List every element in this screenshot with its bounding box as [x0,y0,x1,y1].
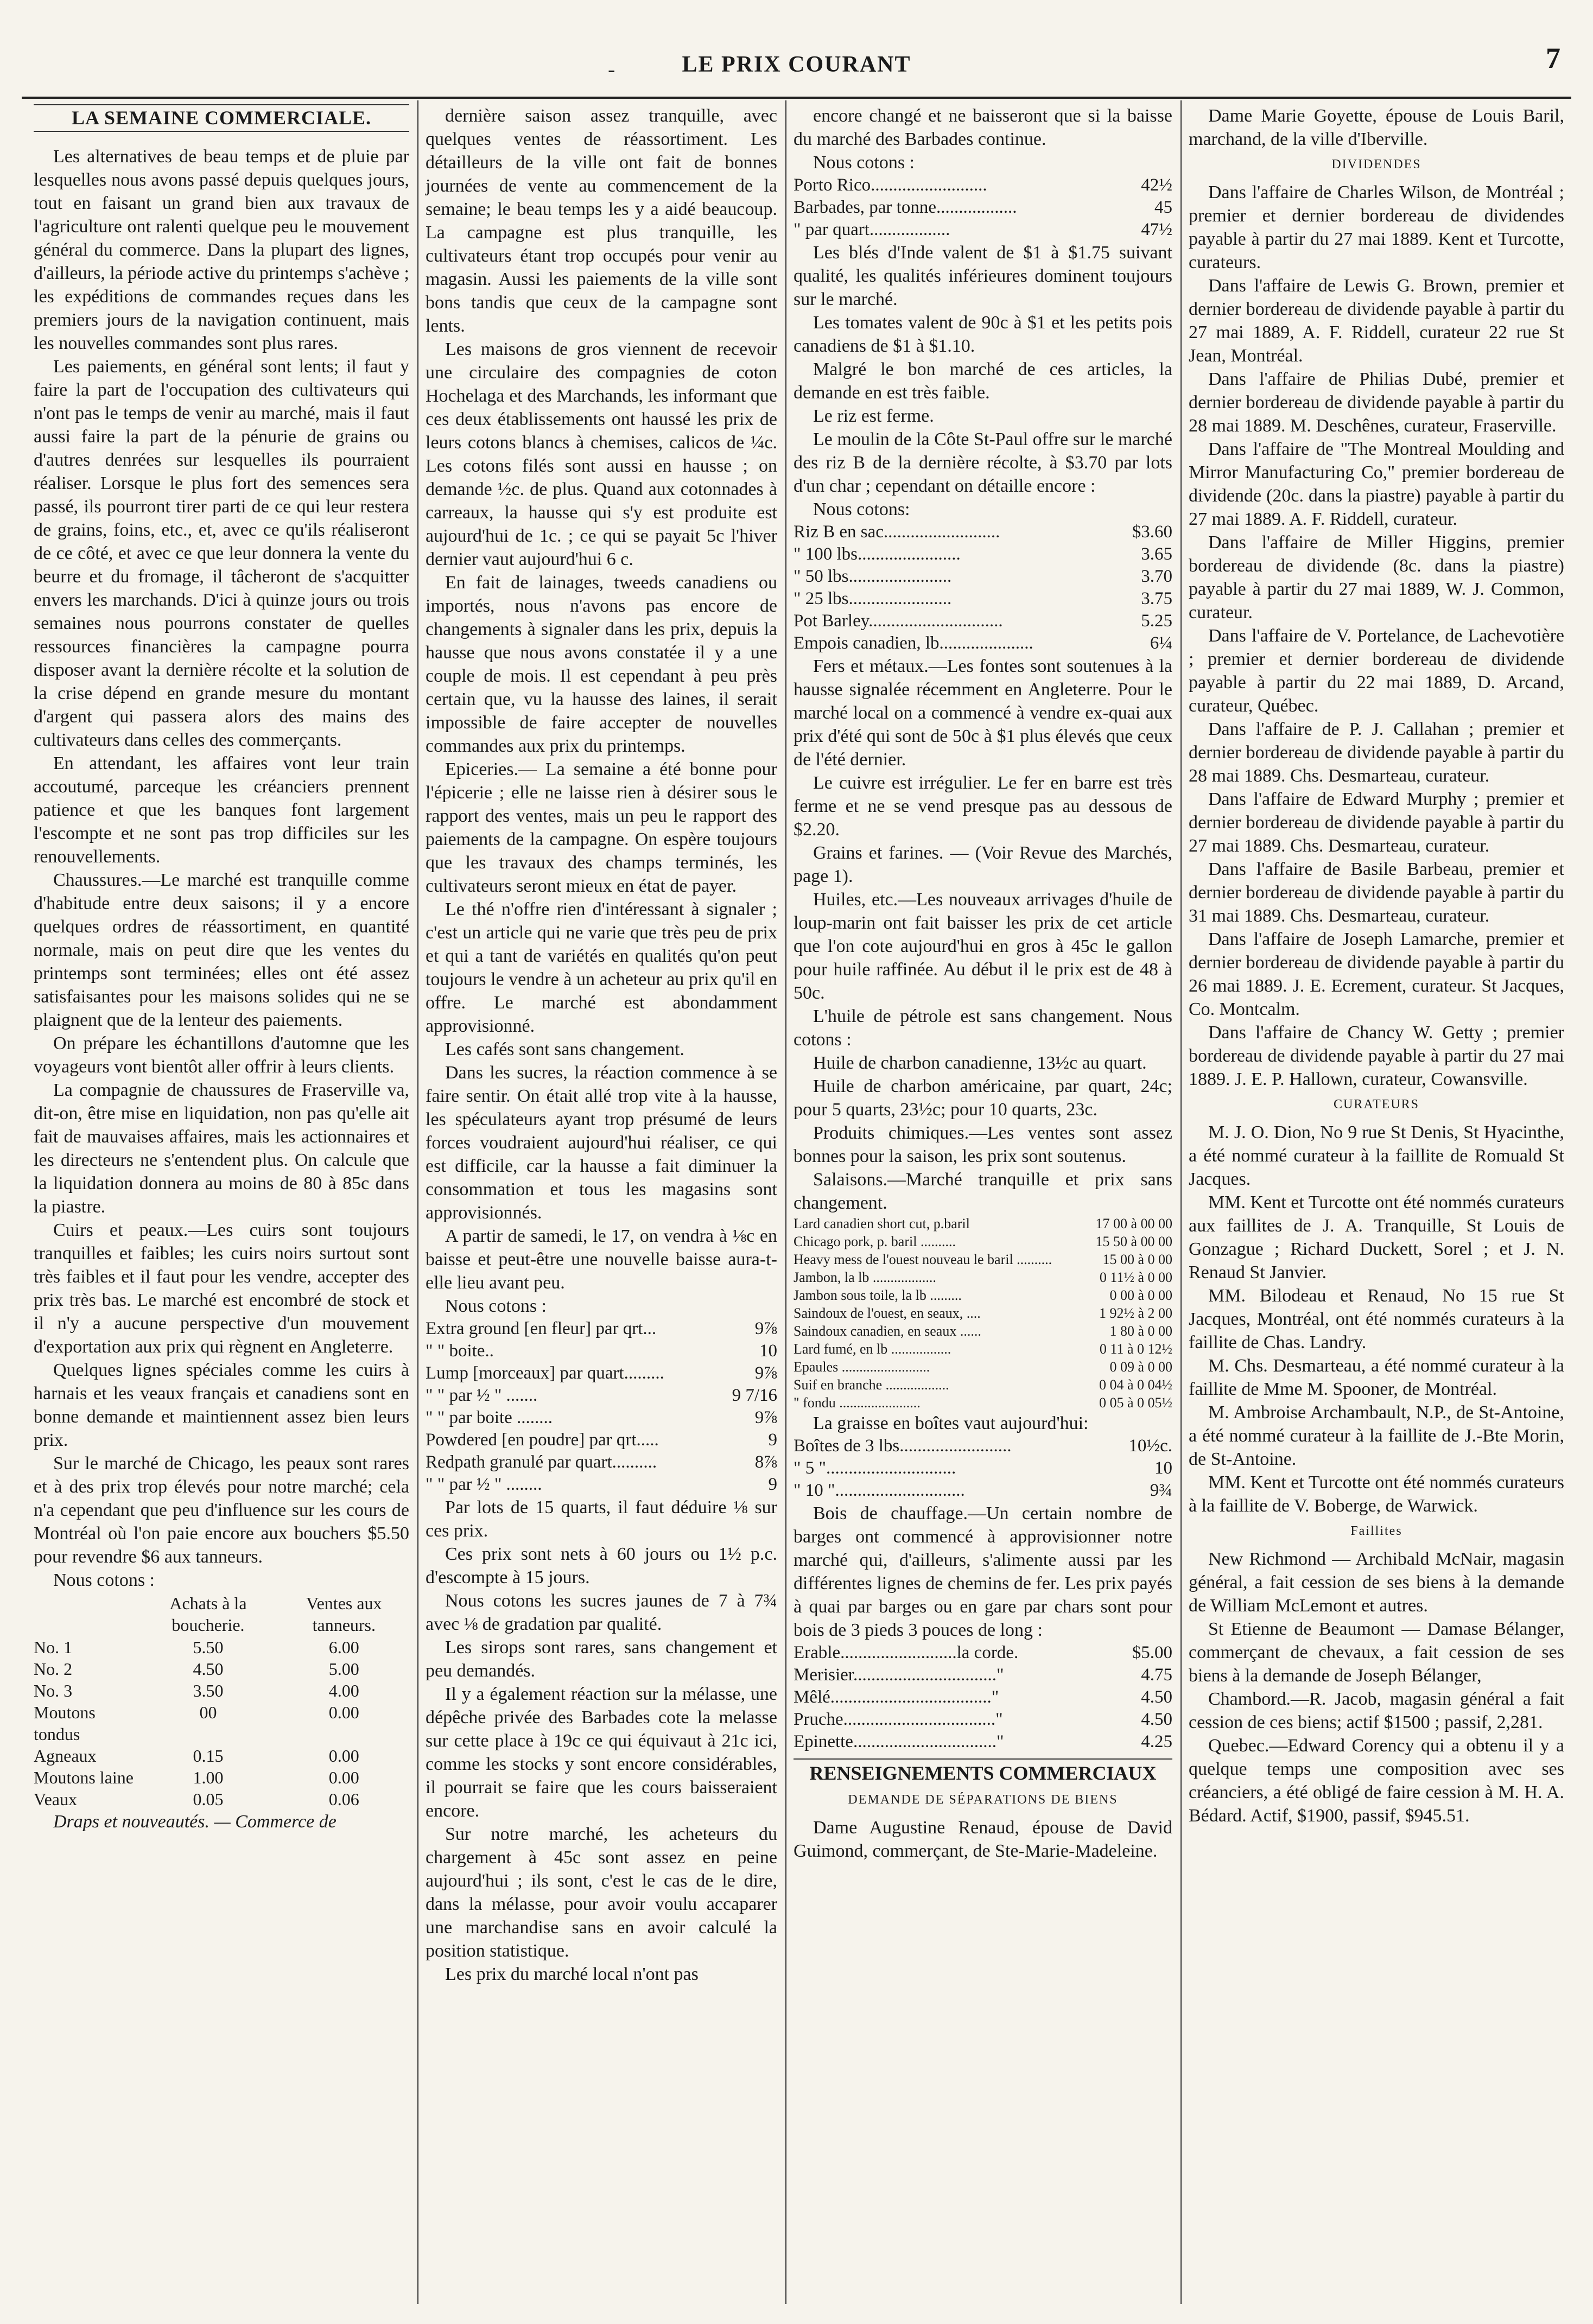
hides-column-header: Ventes aux tanneurs. [306,1593,382,1635]
price-row [426,1318,777,1340]
paragraph: New Richmond — Archibald McNair, magasin général, a fait cession de ses biens à la demande de William McLemont et autres. [1189,1549,1564,1616]
hides-price: 0.15 [193,1746,224,1766]
price-row [794,174,1172,196]
price-item: Chicago pork, p. baril .......... [794,1234,956,1249]
price-row [794,1340,1172,1358]
price-value: 1 92½ à 2 00 [1099,1305,1172,1321]
price-item: Heavy mess de l'ouest nouveau le baril .......... [794,1252,1052,1267]
paragraph: Le thé n'offre rien d'intéressant à signaler ; c'est un article qui ne varie que très peu de prix et qui a tant de variétés en qualités qu'on peut toujours le vendre à un acheteur au prix qu'il en offre. Le marché est abondamment approvisionné. [426,899,777,1036]
price-value: 4.25 [1141,1732,1172,1751]
price-value: 45 [1154,198,1172,217]
hides-price: 00 [199,1703,217,1722]
price-value: 0 11 à 0 12½ [1099,1341,1172,1357]
price-row [794,196,1172,219]
paragraph: Dans l'affaire de Charles Wilson, de Montréal ; premier et dernier bordereau de dividendes payable à partir du 27 mai 1889. Kent et Turcotte, curateurs. [1189,182,1564,272]
price-item: Erable..........................la corde. [794,1643,1019,1662]
paragraph: Dame Augustine Renaud, épouse de David Guimond, commerçant, de Ste-Marie-Madeleine. [794,1818,1172,1861]
price-row [794,1376,1172,1394]
price-value: 5.25 [1141,611,1172,631]
paragraph: Les tomates valent de 90c à $1 et les petits pois canadiens de $1 à $1.10. [794,313,1172,356]
hides-price: 1.00 [193,1768,224,1787]
paragraph: Bois de chauffage.—Un certain nombre de barges ont commencé à approvisionner notre marché qui, d'ailleurs, s'alimente aussi par les différentes lignes de chemins de fer. Les prix payés à quai par barges ou en gare par chars sont pour bois de 3 pieds 3 pouces de long : [794,1503,1172,1640]
hides-price: 4.00 [328,1681,359,1700]
price-value: 17 00 à 00 00 [1095,1216,1172,1231]
price-value: 9 [768,1475,777,1494]
header-dash: - [608,57,615,81]
demande-heading: DEMANDE DE SÉPARATIONS DE BIENS [848,1793,1118,1807]
price-value: 10 [759,1341,777,1361]
hides-row [34,1658,409,1680]
paragraph: Epiceries.— La semaine a été bonne pour l'épicerie ; elle ne laisse rien à désirer sous le rapport des ventes, mais un peu le rapport des paiements de la campagne. On espère toujours que les travaux des champs terminés, les cultivateurs seront mieux en état de payer. [426,759,777,896]
price-item: Merisier................................" [794,1665,1004,1685]
price-item: " par quart.................. [794,220,950,239]
price-item: Riz B en sac.......................... [794,522,1000,542]
renseignements-heading: RENSEIGNEMENTS COMMERCIAUX [794,1758,1172,1785]
paragraph: M. Chs. Desmarteau, a été nommé curateur à la faillite de Mme M. Spooner, de Montréal. [1189,1356,1564,1399]
price-row [794,1358,1172,1376]
hides-column-header [34,1592,137,1636]
price-row [426,1429,777,1451]
article-body [426,104,777,1294]
paragraph: St Etienne de Beaumont — Damase Bélanger, commerçant de chevaux, a fait cession de ses biens à la demande de Joseph Bélanger, [1189,1619,1564,1686]
column-rule [785,100,786,2304]
hides-price: 3.50 [193,1681,224,1700]
paragraph: Dans l'affaire de Edward Murphy ; premier et dernier bordereau de dividende payable à partir du 27 mai 1889. Chs. Desmarteau, curateur. [1189,789,1564,856]
price-item: Epaules ......................... [794,1359,930,1375]
price-value: 0 00 à 0 00 [1109,1287,1172,1303]
paragraph: Sur notre marché, les acheteurs du chargement à 45c sont assez en peine aujourd'hui ; ils sont, c'est le cas de le dire, dans la mélasse, pour avoir voulu accaparer une marchandise sans en avoir calculé la position statistique. [426,1824,777,1961]
price-value: 4.50 [1141,1687,1172,1707]
price-value: 8⅞ [754,1452,777,1472]
paragraph: Quelques lignes spéciales comme les cuirs à harnais et les veaux français et canadiens sont en bonne demande et maintiennent assez bien leurs prix. [34,1360,409,1450]
paragraph: Sur le marché de Chicago, les peaux sont rares et à des prix trop élevés pour notre marché; cela n'a cependant que peu d'influence sur les cours de Montréal où l'on paie encore aux bouchers $5.50 pour revendre $6 aux tanneurs. [34,1453,409,1567]
hides-price: 0.00 [328,1703,359,1722]
price-item: " 5 "............................. [794,1458,956,1478]
article-tail: Draps et nouveautés. — Commerce de [53,1812,337,1832]
paragraph: Les maisons de gros viennent de recevoir une circulaire des compagnies de coton Hochelaga et des Marchands, les informant que ces deux établissements ont haussé les prix de leurs cotons blancs à chemises, calicos de ¼c. Les cotons filés sont aussi en hausse ; on demande ½c. de plus. Quand aux cotonnades à carreaux, la hausse qui s'y est produite est aujourd'hui de 1c. ; ce qui se payait 5c l'hiver dernier vaut aujourd'hui 6 c. [426,339,777,569]
price-item: Extra ground [en fleur] par qrt... [426,1319,657,1338]
price-item: Mêlé...................................." [794,1687,999,1707]
paragraph: Produits chimiques.—Les ventes sont assez bonnes pour la saison, les prix sont soutenus. [794,1123,1172,1166]
price-row [794,1215,1172,1233]
dividendes-heading: DIVIDENDES [1331,157,1421,172]
newspaper-title: LE PRIX COURANT [682,52,911,77]
price-value: 0 05 à 0 05½ [1099,1395,1172,1411]
paragraph: Cuirs et peaux.—Les cuirs sont toujours tranquilles et faibles; les cuirs noirs surtout sont très faibles et il faut pour les vendre, accepter des prix très bas. Le marché est encombré de stock et il n'y a aucune perspective d'un mouvement d'exportation aux prix qui règnent en Angleterre. [34,1220,409,1357]
paragraph: Ces prix sont nets à 60 jours ou 1½ p.c. d'escompte à 15 jours. [426,1544,777,1588]
paragraph: Nous cotons les sucres jaunes de 7 à 7¾ avec ⅛ de gradation par qualité. [426,1591,777,1634]
price-value: 0 09 à 0 00 [1109,1359,1172,1375]
price-value: 9 7/16 [732,1386,777,1405]
faillites-heading: Faillites [1350,1524,1402,1538]
rice-price-table [794,521,1172,655]
paragraph: L'huile de pétrole est sans changement. Nous cotons : [794,1006,1172,1050]
paragraph: Huile de charbon américaine, par quart, 24c; pour 5 quarts, 23½c; pour 10 quarts, 23c. [794,1076,1172,1120]
molasses-price-table [794,174,1172,241]
paragraph: Dans l'affaire de Miller Higgins, premier bordereau de dividende (8c. dans la piastre) payable à partir du 27 mai 1889, W. J. Common, curateur. [1189,532,1564,623]
price-value: $5.00 [1132,1643,1172,1662]
price-value: 0 04 à 0 04½ [1099,1377,1172,1393]
hides-price: 0.00 [328,1768,359,1787]
article-body [1189,104,1564,151]
paragraph: encore changé et ne baisseront que si la baisse du marché des Barbades continue. [794,106,1172,149]
wood-price-table [794,1642,1172,1753]
paragraph: Par lots de 15 quarts, il faut déduire ⅛ sur ces prix. [426,1497,777,1541]
price-row [794,1233,1172,1250]
price-value: 0 11½ à 0 00 [1099,1269,1172,1285]
paragraph: MM. Kent et Turcotte ont été nommés curateurs à la faillite de V. Boberge, de Warwick. [1189,1472,1564,1516]
price-value: 42½ [1141,175,1172,195]
price-row [426,1362,777,1385]
hides-grade: Moutons laine [34,1768,134,1787]
price-item: Redpath granulé par quart.......... [426,1452,657,1472]
price-value: 47½ [1141,220,1172,239]
price-value: 10 [1154,1458,1172,1478]
paragraph: MM. Bilodeau et Renaud, No 15 rue St Jacques, Montréal, ont été nommés curateurs à la faillite de Chas. Landry. [1189,1286,1564,1353]
paragraph: Dans l'affaire de P. J. Callahan ; premier et dernier bordereau de dividende payable à partir du 28 mai 1889. Chs. Desmarteau, curateur. [1189,719,1564,786]
price-item: " " par ½ " ....... [426,1386,538,1405]
paragraph: Dans l'affaire de Lewis G. Brown, premier et dernier bordereau de dividende payable à partir du 27 mai 1889, A. F. Riddell, curateur 22 rue St Jean, Montréal. [1189,276,1564,366]
price-value: $3.60 [1132,522,1172,542]
page-number: 7 [1546,42,1560,74]
hides-price: 0.05 [193,1789,224,1809]
hides-column-header: Achats à la boucherie. [169,1593,247,1635]
price-item: " 25 lbs....................... [794,589,952,608]
paragraph: Le moulin de la Côte St-Paul offre sur le marché des riz B de la dernière récolte, à $3.70 par lots d'un char ; cependant on détaille encore : [794,429,1172,496]
price-row [794,610,1172,632]
curateurs-heading: CURATEURS [1333,1097,1420,1112]
price-row [794,1322,1172,1340]
price-item: Suif en branche .................. [794,1377,949,1393]
price-row [794,1268,1172,1286]
price-value: 6¼ [1150,633,1172,653]
hides-grade: No. 3 [34,1681,73,1700]
page-header [22,37,1571,91]
price-item: Pot Barley.............................. [794,611,1003,631]
price-row [794,1709,1172,1731]
hides-row [34,1745,409,1767]
price-item: Jambon sous toile, la lb ......... [794,1287,962,1303]
paragraph: dernière saison assez tranquille, avec quelques ventes de réassortiment. Les détailleurs de la ville ont fait de bonnes journées de vente au commencement de la semaine; le beau temps les y a aidé beaucoup. La campagne est plus tranquille, les cultivateurs étant trop occupés pour venir au magasin. Aussi les paiements de la ville sont bons tandis que ceux de la campagne sont lents. [426,106,777,336]
price-value: 4.75 [1141,1665,1172,1685]
price-row [794,1286,1172,1304]
column-rule [417,100,418,2304]
article-body [34,145,409,1569]
column-rule [1181,100,1182,2304]
paragraph: On prépare les échantillons d'automne que les voyageurs vont bientôt aller offrir à leurs clients. [34,1033,409,1077]
paragraph: La compagnie de chaussures de Fraserville va, dit-on, être mise en liquidation, non pas qu'elle ait fait de mauvaises affaires, mais les actionnaires et les directeurs ne s'entendent plus. On calcule que la liquidation donnera au moins de 80 à 85c dans la piastre. [34,1080,409,1217]
paragraph: Les blés d'Inde valent de $1 à $1.75 suivant qualité, les qualités inférieures dominent toujours sur le marché. [794,243,1172,309]
paragraph: Quebec.—Edward Corency qui a obtenu il y a quelque temps une composition avec ses créanciers, a été obligé de faire cession à M. H. A. Bédard. Actif, $1900, passif, $945.51. [1189,1736,1564,1826]
price-row [794,1686,1172,1709]
price-row [794,632,1172,655]
hides-grade: Moutons tondus [34,1703,96,1744]
paragraph: Dans l'affaire de V. Portelance, de Lachevotière ; premier et dernier bordereau de dividende payable à partir du 22 mai 1889, D. Arcand, curateur, Québec. [1189,626,1564,716]
price-row [794,1394,1172,1412]
paragraph: Fers et métaux.—Les fontes sont soutenues à la hausse signalée récemment en Angleterre. Pour le marché local on a commencé à vendre ex-quai aux prix d'été qui sont de 50c à $1 plus élevés que ceux de l'été dernier. [794,656,1172,770]
paragraph: Malgré le bon marché de ces articles, la demande en est très faible. [794,359,1172,403]
paragraph: Le riz est ferme. [813,406,934,426]
paragraph: Les sirops sont rares, sans changement et peu demandés. [426,1637,777,1681]
article-body [794,655,1172,1215]
price-value: 3.70 [1141,567,1172,586]
paragraph: Dans les sucres, la réaction commence à se faire sentir. On était allé trop vite à la hausse, les spéculateurs ayant trop présumé de leurs forces voudraient aujourd'hui réaliser, ce qui est difficile, car la hausse a fait diminuer la consommation et tous les magasins sont approvisionnés. [426,1063,777,1223]
paragraph: Huiles, etc.—Les nouveaux arrivages d'huile de loup-marin ont fait baisser les prix de cet article que l'on cote aujourd'hui en gros à 45c le gallon pour huile raffinée. Au début il le prix est de 48 à 50c. [794,890,1172,1003]
paragraph: Salaisons.—Marché tranquille et prix sans changement. [794,1170,1172,1213]
price-value: 9⅞ [754,1408,777,1427]
price-value: 9 [768,1430,777,1450]
price-row [794,1435,1172,1457]
price-item: " " par boite ........ [426,1408,553,1427]
molasses-intro: Nous cotons : [813,153,915,173]
paragraph: MM. Kent et Turcotte ont été nommés curateurs aux faillites de J. A. Tranquille, St Louis de Gonzague ; Richard Duckett, Sorel ; et J. N. Renaud St Janvier. [1189,1192,1564,1282]
price-row [794,543,1172,566]
price-row [794,1480,1172,1502]
article-body [1189,1547,1564,1827]
paragraph: Chaussures.—Le marché est tranquille comme d'habitude entre deux saisons; il y a encore quelques ordres de réassortiment, en quantité normale, mais on peut dire que les ventes du printemps sont terminées; elles ont été assez satisfaisantes pour les maisons solides qui ne se plaignent que de la lenteur des paiements. [34,870,409,1030]
article-body [794,1502,1172,1642]
hides-grade: No. 1 [34,1637,73,1657]
paragraph: Les cafés sont sans changement. [445,1039,684,1059]
price-item: Barbades, par tonne.................. [794,198,1017,217]
provisions-price-table [794,1215,1172,1412]
paragraph: Dans l'affaire de Philias Dubé, premier et dernier bordereau de dividende payable à partir du 28 mai 1889. M. Deschênes, curateur, Fraserville. [1189,369,1564,436]
price-item: Lard fumé, en lb ................. [794,1341,951,1357]
price-value: 9⅞ [754,1319,777,1338]
paragraph: Il y a également réaction sur la mélasse, une dépêche privée des Barbades cote la melasse sur cette place à 19c ce qui équivaut à 21c ici, comme les stocks y sont encore considérables, il pourrait se faire que les cours baisseraient encore. [426,1684,777,1821]
paragraph: M. J. O. Dion, No 9 rue St Denis, St Hyacinthe, a été nommé curateur à la faillite de Romuald St Jacques. [1189,1122,1564,1189]
price-row [426,1340,777,1362]
paragraph: Dans l'affaire de Basile Barbeau, premier et dernier bordereau de dividende payable à partir du 31 mai 1889. Chs. Desmarteau, curateur. [1189,859,1564,926]
price-item: Saindoux canadien, en seaux ...... [794,1323,981,1339]
price-value: 15 00 à 0 00 [1102,1252,1172,1267]
hides-grade: Agneaux [34,1746,97,1766]
hides-price-table [34,1592,409,1810]
price-row [794,521,1172,543]
price-row [426,1451,777,1474]
hides-price: 0.06 [328,1789,359,1809]
price-value: 3.65 [1141,544,1172,564]
price-item: Porto Rico.......................... [794,175,987,195]
price-value: 15 50 à 00 00 [1095,1234,1172,1249]
price-item: " 50 lbs....................... [794,567,952,586]
lard-price-table [794,1435,1172,1502]
hides-price: 4.50 [193,1659,224,1679]
price-row [426,1474,777,1496]
paragraph: Dans l'affaire de "The Montreal Moulding and Mirror Manufacturing Co," premier bordereau de dividende (20c. dans la piastre) payable à partir du 27 mai 1889. A. F. Riddell, curateur. [1189,439,1564,529]
price-item: " fondu ....................... [794,1395,921,1411]
price-row [794,1731,1172,1753]
column-4 [1183,104,1570,2302]
price-row [426,1407,777,1429]
hides-intro: Nous cotons : [53,1570,155,1590]
price-row [794,219,1172,241]
paragraph: Le cuivre est irrégulier. Le fer en barre est très ferme et ne se vend presque pas au dessous de $2.20. [794,773,1172,840]
price-row [794,1304,1172,1322]
price-value: 1 80 à 0 00 [1109,1323,1172,1339]
price-row [794,1642,1172,1664]
price-item: " " boite.. [426,1341,494,1361]
paragraph: Dame Marie Goyette, épouse de Louis Baril, marchand, de la ville d'Iberville. [1189,106,1564,149]
hides-grade: No. 2 [34,1659,73,1679]
price-item: " " par ½ " ........ [426,1475,542,1494]
lard-intro: La graisse en boîtes vaut aujourd'hui: [813,1413,1089,1433]
hides-grade: Veaux [34,1789,77,1809]
paragraph: Chambord.—R. Jacob, magasin général a fait cession de ces biens; actif $1500 ; passif, 2,281. [1189,1689,1564,1732]
hides-price: 0.00 [328,1746,359,1766]
price-value: 9⅞ [754,1363,777,1383]
price-item: Jambon, la lb .................. [794,1269,936,1285]
paragraph: Dans l'affaire de Joseph Lamarche, premier et dernier bordereau de dividende payable à partir du 26 mai 1889. J. E. Ecrement, curateur. St Jacques, Co. Montcalm. [1189,929,1564,1019]
price-row [794,588,1172,610]
paragraph: Les paiements, en général sont lents; il faut y faire la part de l'occupation des cultivateurs qui n'ont pas le temps de venir au marché, mais il faut aussi faire la part de la pénurie de grains ou d'autres denrées sur lesquelles ils pourraient réaliser. Lorsque le plus fort des semences sera passé, ils pourront tirer parti de ce qui leur restera de grains, foins, etc., et, avec ce qu'ils réaliseront de ce côté, et avec ce que leur donnera la vente du beurre et du fromage, il tâcheront de s'acquitter envers les marchands. D'ici à quinze jours ou trois semaines nous pourrons constater de quelles ressources financières la campagne pourra disposer avant la dernière récolte et la solution de la crise dépend en grande mesure du montant d'argent qui passera alors des mains des cultivateurs dans celles des commerçants. [34,357,409,750]
header-rule [22,97,1571,99]
price-value: 10½c. [1128,1436,1172,1456]
paragraph: M. Ambroise Archambault, N.P., de St-Antoine, a été nommé curateur à la faillite de J.-Bte Morin, de St-Antoine. [1189,1402,1564,1469]
article-body [794,104,1172,151]
article-body [1189,181,1564,1091]
price-item: Lard canadien short cut, p.baril [794,1216,970,1231]
paragraph: Grains et farines. — (Voir Revue des Marchés, page 1). [794,843,1172,886]
price-value: 9¾ [1150,1481,1172,1500]
rice-intro: Nous cotons: [813,499,910,519]
price-row [426,1385,777,1407]
section-heading: LA SEMAINE COMMERCIALE. [34,104,409,132]
sugar-price-table [426,1318,777,1496]
price-value: 4.50 [1141,1710,1172,1729]
article-body [1189,1121,1564,1517]
paragraph: Huile de charbon canadienne, 13½c au quart. [813,1053,1147,1073]
price-item: Saindoux de l'ouest, en seaux, .... [794,1305,981,1321]
price-item: Empois canadien, lb..................... [794,633,1033,653]
price-item: Lump [morceaux] par quart......... [426,1363,664,1383]
price-item: Epinette................................" [794,1732,1004,1751]
price-item: Pruche.................................." [794,1710,1003,1729]
price-row [794,566,1172,588]
paragraph: Les prix du marché local n'ont pas [445,1964,699,1984]
sugar-intro: Nous cotons : [445,1296,547,1316]
price-item: Powdered [en poudre] par qrt..... [426,1430,659,1450]
hides-row [34,1636,409,1658]
hides-price: 5.00 [328,1659,359,1679]
price-row [794,1457,1172,1480]
price-value: 3.75 [1141,589,1172,608]
paragraph: A partir de samedi, le 17, on vendra à ⅛c en baisse et peut-être une nouvelle baisse aura-t-elle lieu avant peu. [426,1226,777,1293]
column-3 [788,104,1178,2302]
article-body [426,1496,777,1986]
paragraph: Dans l'affaire de Chancy W. Getty ; premier bordereau de dividende payable à partir du 27 mai 1889. J. E. P. Hallown, curateur, Cowansville. [1189,1023,1564,1089]
column-1 [28,104,415,2302]
hides-price: 6.00 [328,1637,359,1657]
hides-row [34,1701,409,1745]
price-row [794,1664,1172,1686]
hides-row [34,1680,409,1701]
column-2 [420,104,783,2302]
price-item: Boîtes de 3 lbs......................... [794,1436,1012,1456]
hides-row [34,1767,409,1788]
price-item: " 100 lbs....................... [794,544,961,564]
hides-price: 5.50 [193,1637,224,1657]
price-item: " 10 "............................. [794,1481,965,1500]
hides-row [34,1788,409,1810]
paragraph: Les alternatives de beau temps et de pluie par lesquelles nous avons passé depuis quelques jours, tout en faisant un grand bien aux travaux de l'agriculture ont ralenti quelque peu le mouvement général du commerce. Dans la plupart des lignes, d'ailleurs, la période active du printemps s'achève ; les expéditions de commandes reçues dans les premiers jours de la navigation continuent, mais les nouvelles commandes sont plus rares. [34,147,410,353]
price-row [794,1250,1172,1268]
paragraph: En fait de lainages, tweeds canadiens ou importés, nous n'avons pas encore de changements à signaler dans les prix, depuis la hausse que nous avons constatée il y a une couple de mois. Il est cependant à peu près certain que, vu la hausse des laines, il serait impossible de faire accepter de nouvelles commandes aux prix du printemps. [426,573,777,756]
paragraph: En attendant, les affaires vont leur train accoutumé, parceque les créanciers prennent patience et que les banques font largement l'escompte et ne sont pas trop difficiles sur les renouvellements. [34,753,409,867]
article-body [794,241,1172,498]
article-body [794,1816,1172,1863]
